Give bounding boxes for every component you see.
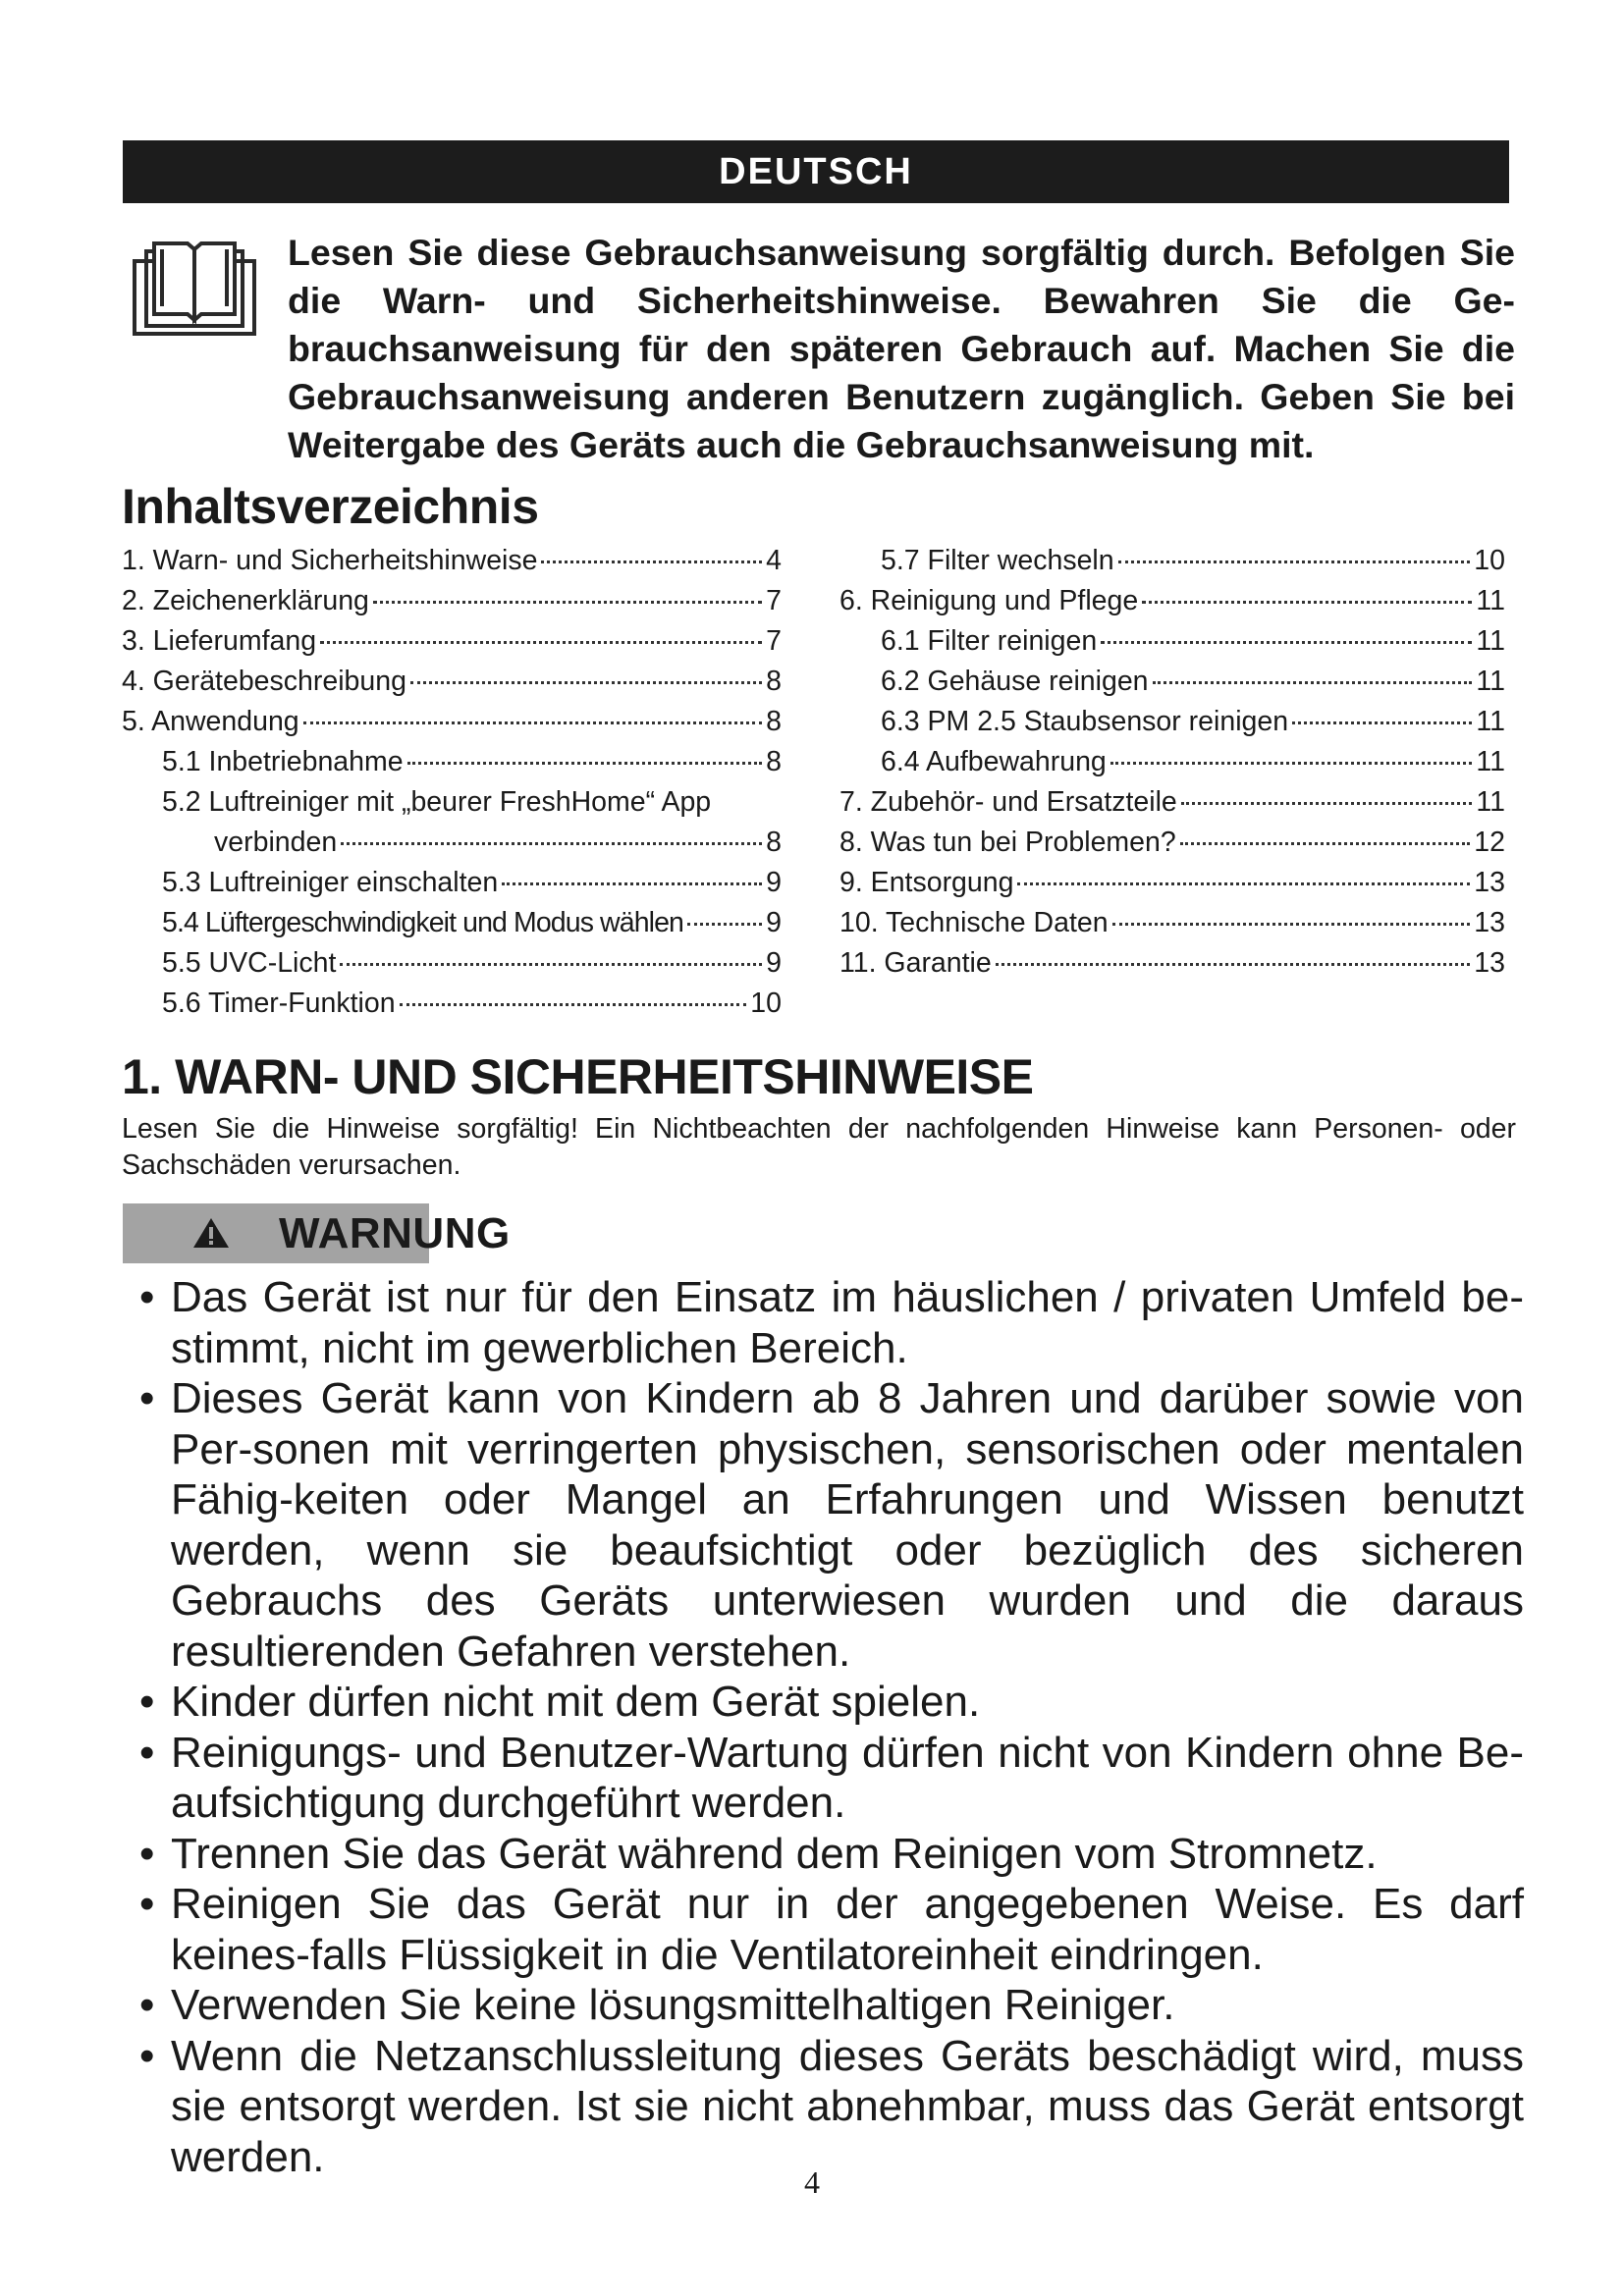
toc-item[interactable]: 5.3 Luftreiniger einschalten 9 bbox=[162, 867, 782, 898]
toc-right-column bbox=[839, 541, 1505, 984]
toc-item[interactable]: 8. Was tun bei Problemen? 12 bbox=[839, 827, 1505, 858]
toc-item[interactable]: 11. Garantie 13 bbox=[839, 947, 1505, 979]
toc-item[interactable]: 6.3 PM 2.5 Staubsensor reinigen 11 bbox=[881, 706, 1505, 737]
toc-item[interactable]: 10. Technische Daten 13 bbox=[839, 907, 1505, 938]
toc-item[interactable]: 5. Anwendung 8 bbox=[122, 706, 782, 737]
toc-item[interactable]: 5.2 Luftreiniger mit „beurer FreshHome“ App bbox=[162, 786, 712, 818]
toc-item[interactable]: 6.2 Gehäuse reinigen 11 bbox=[881, 666, 1505, 697]
toc-item[interactable]: 2. Zeichenerklärung 7 bbox=[122, 585, 782, 616]
toc-item[interactable]: 7. Zubehör- und Ersatzteile 11 bbox=[839, 786, 1505, 818]
list-item: • Reinigungs- und Benutzer-Wartung dürfen nicht von Kindern ohne Be-aufsichtigung durchgeführt werden. bbox=[139, 1728, 1524, 1829]
toc-item[interactable]: 5.5 UVC-Licht 9 bbox=[162, 947, 782, 979]
toc-item[interactable]: 5.4 Lüftergeschwindigkeit und Modus wählen 9 bbox=[162, 907, 782, 938]
toc-title: Inhaltsverzeichnis bbox=[122, 479, 539, 534]
list-item: • Verwenden Sie keine lösungsmittelhaltigen Reiniger. bbox=[139, 1980, 1524, 2031]
list-item: • Wenn die Netzanschlussleitung dieses Geräts beschädigt wird, muss sie entsorgt werden. Ist sie nicht abnehmbar, muss das Gerät entsorgt werden. bbox=[139, 2031, 1524, 2183]
section-intro: Lesen Sie die Hinweise sorgfältig! Ein Nichtbeachten der nachfolgenden Hinweise kann Personen- oder Sachschäden verursachen. bbox=[122, 1113, 1516, 1181]
toc-left-column bbox=[122, 541, 782, 1024]
toc-item[interactable]: 5.7 Filter wechseln 10 bbox=[881, 545, 1505, 576]
toc-item[interactable]: 6. Reinigung und Pflege 11 bbox=[839, 585, 1505, 616]
warning-label: WARNUNG bbox=[279, 1209, 511, 1257]
toc-item[interactable]: 5.1 Inbetriebnahme 8 bbox=[162, 746, 782, 777]
warning-list bbox=[139, 1272, 1524, 2182]
section-title: 1. WARN- UND SICHERHEITSHINWEISE bbox=[122, 1049, 1034, 1104]
toc-item[interactable]: 5.6 Timer-Funktion 10 bbox=[162, 988, 782, 1019]
toc-item[interactable]: 9. Entsorgung 13 bbox=[839, 867, 1505, 898]
book-icon bbox=[131, 236, 258, 339]
toc-item[interactable]: 1. Warn- und Sicherheitshinweise 4 bbox=[122, 545, 782, 576]
intro-text: Lesen Sie diese Gebrauchsanweisung sorgfältig durch. Befolgen Sie die Warn- und Sicherheitshinweise. Bewahren Sie die Ge-brauchsanweisung für den späteren Gebrauch auf. Machen Sie die Gebrauchsanweisung anderen Benutzern zugänglich. Geben Sie bei Weitergabe des Geräts auch die Gebrauchsanweisung mit. bbox=[288, 232, 1515, 465]
list-item: • Reinigen Sie das Gerät nur in der angegebenen Weise. Es darf keines-falls Flüssigkeit in die Ventilatoreinheit eindringen. bbox=[139, 1879, 1524, 1980]
language-label: DEUTSCH bbox=[719, 150, 913, 192]
list-item: • Trennen Sie das Gerät während dem Reinigen vom Stromnetz. bbox=[139, 1829, 1524, 1880]
toc-item[interactable]: 3. Lieferumfang 7 bbox=[122, 625, 782, 657]
language-header bbox=[123, 140, 1509, 203]
page-number: 4 bbox=[804, 2164, 820, 2200]
toc-item[interactable]: 6.4 Aufbewahrung 11 bbox=[881, 746, 1505, 777]
list-item: • Dieses Gerät kann von Kindern ab 8 Jahren und darüber sowie von Per-sonen mit verringerten physischen, sensorischen oder mentalen Fähig-keiten oder Mangel an Erfahrungen und Wissen benutzt werden, wenn sie beaufsichtigt oder bezüglich des sicheren Gebrauchs des Geräts unterwiesen wurden und die daraus resultierenden Gefahren verstehen. bbox=[139, 1373, 1524, 1677]
warning-triangle-icon bbox=[191, 1216, 231, 1250]
toc-item-continuation[interactable]: verbinden 8 bbox=[214, 827, 782, 858]
list-item: • Das Gerät ist nur für den Einsatz im häuslichen / privaten Umfeld be-stimmt, nicht im gewerblichen Bereich. bbox=[139, 1272, 1524, 1373]
toc-item[interactable]: 4. Gerätebeschreibung 8 bbox=[122, 666, 782, 697]
list-item: • Kinder dürfen nicht mit dem Gerät spielen. bbox=[139, 1677, 1524, 1728]
toc-item[interactable]: 6.1 Filter reinigen 11 bbox=[881, 625, 1505, 657]
